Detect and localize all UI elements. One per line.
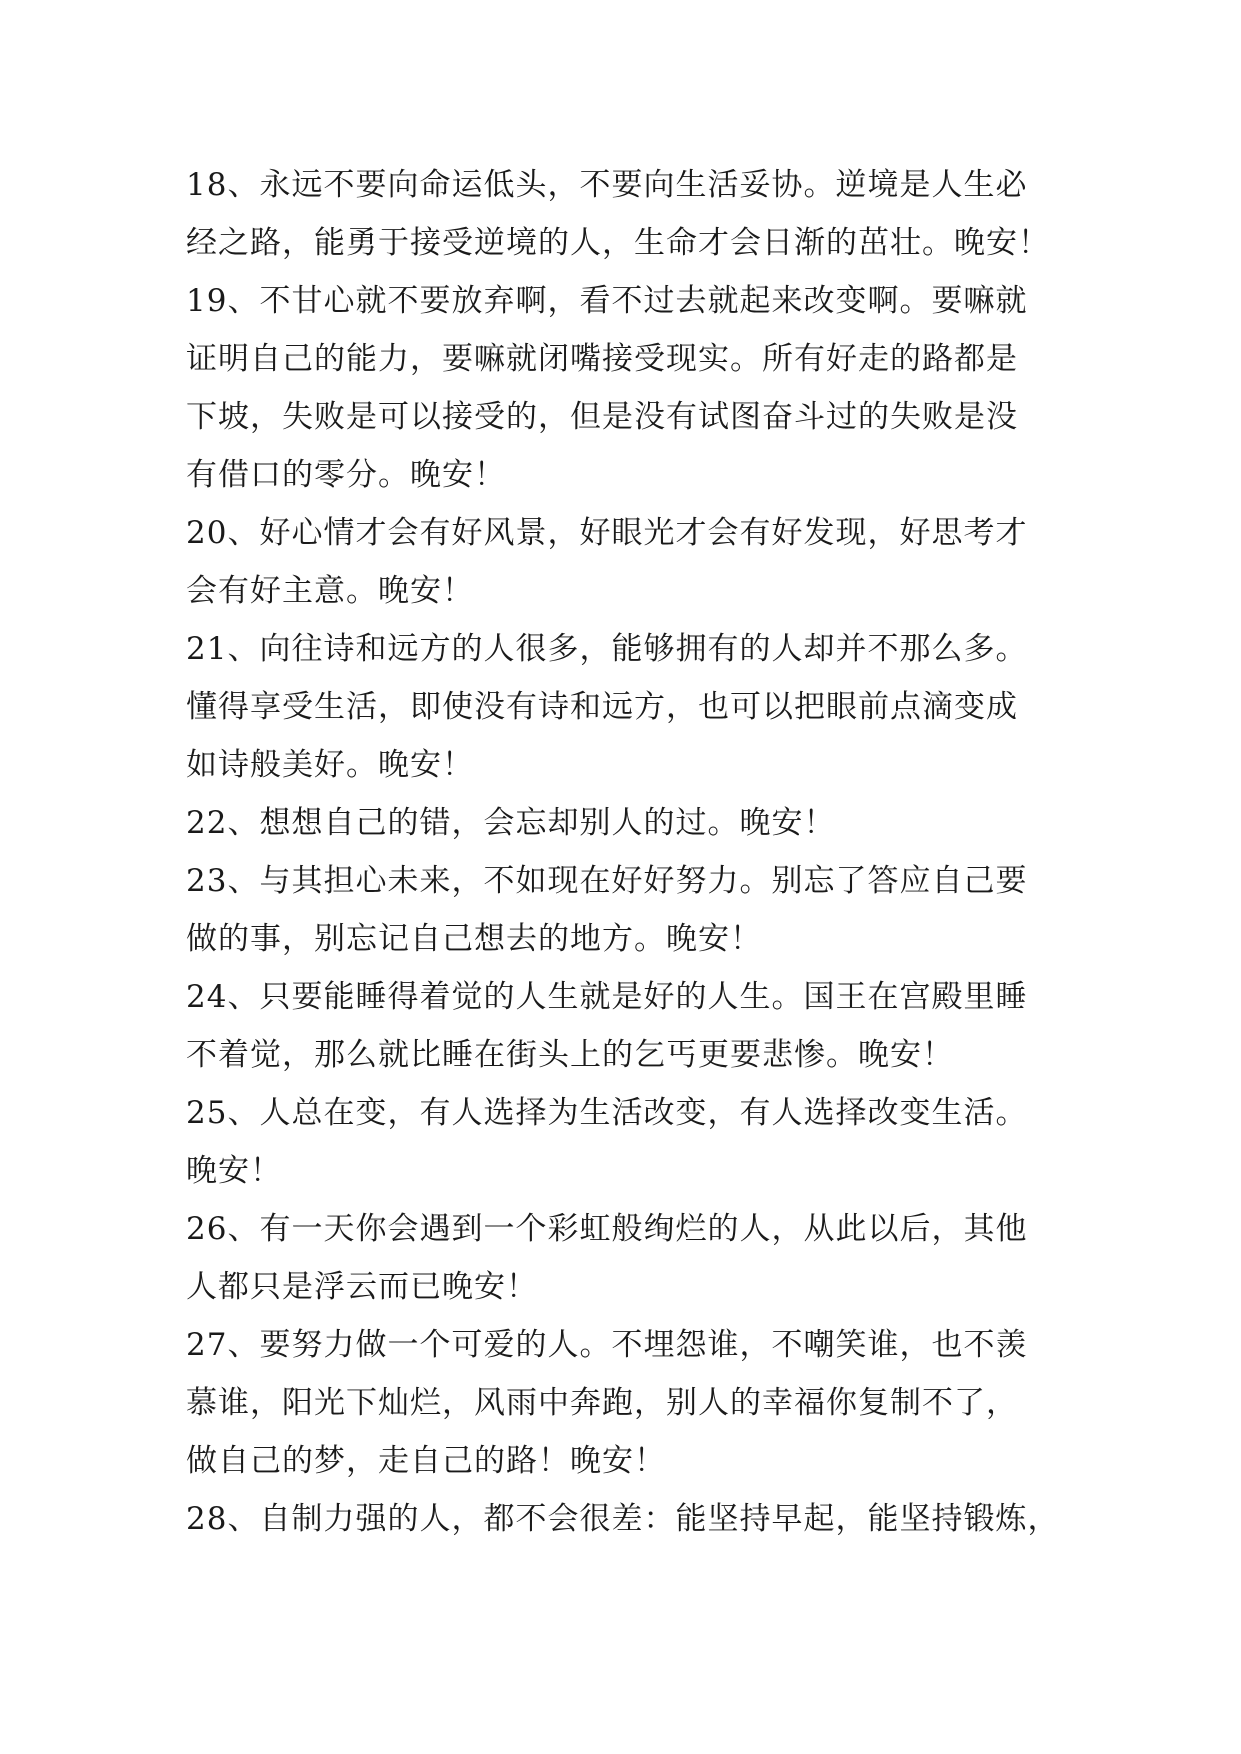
text-line: 20、好心情才会有好风景，好眼光才会有好发现，好思考才 [186, 515, 1028, 551]
text-line: 慕谁，阳光下灿烂，风雨中奔跑，别人的幸福你复制不了， [186, 1385, 1018, 1421]
text-line: 22、想想自己的错，会忘却别人的过。晚安！ [186, 805, 836, 841]
text-line: 会有好主意。晚安！ [186, 573, 474, 609]
text-line: 做的事，别忘记自己想去的地方。晚安！ [186, 921, 762, 957]
text-line: 懂得享受生活，即使没有诗和远方，也可以把眼前点滴变成 [186, 689, 1018, 725]
text-line: 24、只要能睡得着觉的人生就是好的人生。国王在宫殿里睡 [186, 979, 1028, 1015]
text-line: 21、向往诗和远方的人很多，能够拥有的人却并不那么多。 [186, 631, 1028, 667]
text-line: 26、有一天你会遇到一个彩虹般绚烂的人，从此以后，其他 [186, 1211, 1028, 1247]
text-line: 经之路，能勇于接受逆境的人，生命才会日渐的茁壮。晚安！ [186, 225, 1050, 261]
text-line: 晚安！ [186, 1153, 282, 1189]
text-line: 25、人总在变，有人选择为生活改变，有人选择改变生活。 [186, 1095, 1028, 1131]
text-line: 人都只是浮云而已晚安！ [186, 1269, 538, 1305]
text-line: 如诗般美好。晚安！ [186, 747, 474, 783]
document-body [186, 156, 1086, 1548]
text-line: 19、不甘心就不要放弃啊，看不过去就起来改变啊。要嘛就 [186, 283, 1028, 319]
text-line: 下坡，失败是可以接受的，但是没有试图奋斗过的失败是没 [186, 399, 1018, 435]
text-line: 做自己的梦，走自己的路！晚安！ [186, 1443, 666, 1479]
text-line: 不着觉，那么就比睡在街头上的乞丐更要悲惨。晚安！ [186, 1037, 954, 1073]
text-line: 27、要努力做一个可爱的人。不埋怨谁，不嘲笑谁，也不羡 [186, 1327, 1028, 1363]
text-line: 18、永远不要向命运低头，不要向生活妥协。逆境是人生必 [186, 167, 1028, 203]
text-line: 证明自己的能力，要嘛就闭嘴接受现实。所有好走的路都是 [186, 341, 1018, 377]
text-line: 23、与其担心未来，不如现在好好努力。别忘了答应自己要 [186, 863, 1028, 899]
text-line: 28、自制力强的人，都不会很差：能坚持早起，能坚持锻炼， [186, 1501, 1060, 1537]
text-line: 有借口的零分。晚安！ [186, 457, 506, 493]
